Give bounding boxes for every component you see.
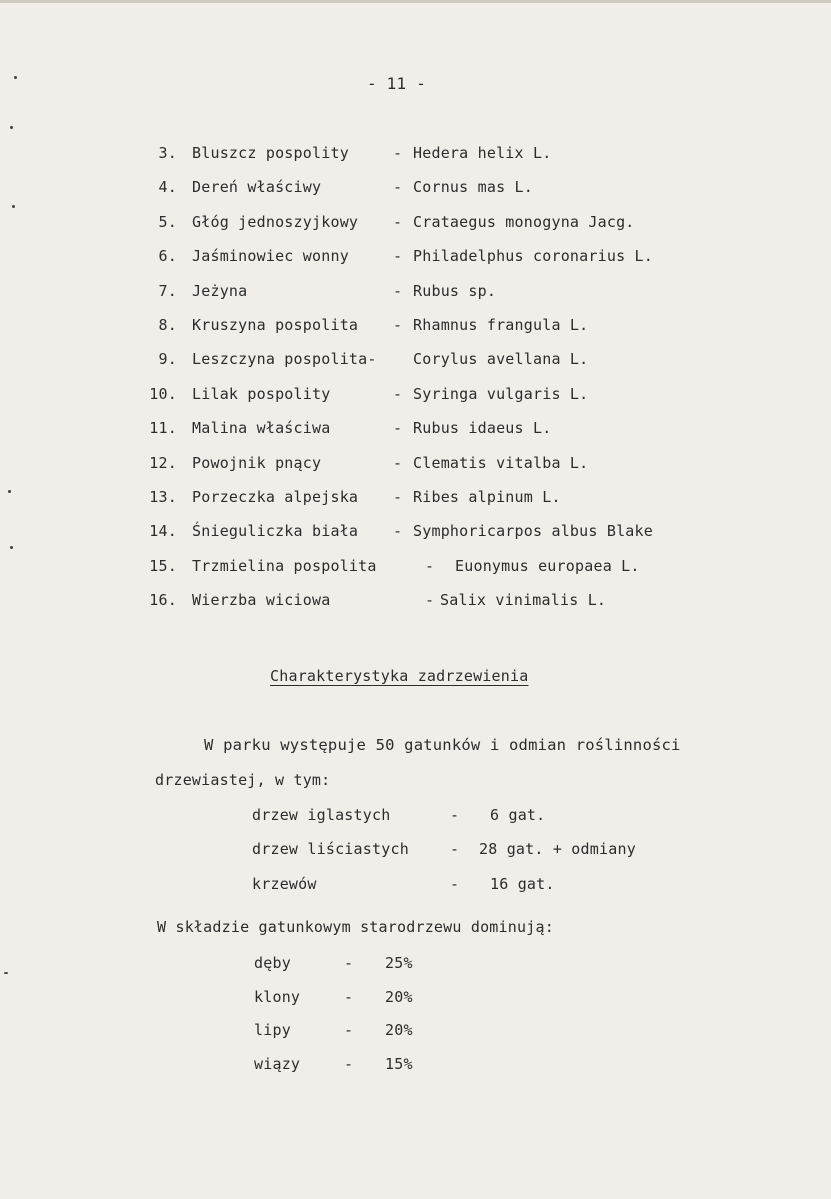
species-dash: - [393, 212, 403, 231]
species-latin-name: Symphoricarpos albus Blake [413, 522, 653, 541]
species-dash: - [393, 453, 403, 472]
breakdown-label: krzewów [252, 875, 317, 893]
species-polish-name: Jeżyna [192, 281, 248, 300]
dominance-label: lipy [254, 1021, 291, 1039]
species-polish-name: Jaśminowiec wonny [192, 247, 349, 266]
species-latin-name: Crataegus monogyna Jacg. [413, 212, 635, 231]
species-number: 5. [158, 212, 177, 231]
species-latin-name: Syringa vulgaris L. [413, 384, 589, 403]
dominance-label: klony [254, 988, 301, 1006]
dominance-dash: - [344, 1055, 354, 1073]
species-dash: - [393, 488, 403, 506]
paragraph-line-1: W parku występuje 50 gatunków i odmian roślinności [204, 736, 681, 754]
species-polish-name: Dereń właściwy [192, 178, 322, 197]
dominance-value: 20% [385, 988, 413, 1006]
species-latin-name: Clematis vitalba L. [413, 453, 589, 472]
species-number: 10. [149, 384, 177, 403]
species-dash: - [393, 178, 403, 197]
breakdown-value: 28 gat. + odmiany [479, 840, 636, 858]
margin-speck [10, 546, 13, 549]
species-dash: - [393, 522, 403, 541]
margin-speck [14, 76, 17, 79]
species-polish-name: Malina właściwa [192, 419, 331, 438]
species-polish-name: Bluszcz pospolity [192, 144, 349, 162]
dominance-value: 15% [385, 1055, 413, 1073]
species-polish-name: Leszczyna pospolita- [192, 350, 377, 369]
species-number: 16. [149, 591, 177, 610]
species-polish-name: Głóg jednoszyjkowy [192, 212, 359, 231]
species-polish-name: Śnieguliczka biała [192, 522, 359, 541]
species-dash: - [393, 419, 403, 438]
species-number: 11. [149, 419, 177, 438]
dominance-dash: - [344, 988, 354, 1006]
breakdown-value: 16 gat. [490, 875, 555, 893]
margin-speck [4, 972, 8, 974]
species-number: 6. [158, 247, 177, 266]
species-number: 14. [149, 522, 177, 541]
species-dash: - [393, 281, 403, 300]
dominance-value: 25% [385, 954, 413, 972]
species-number: 8. [158, 316, 177, 334]
species-number: 9. [158, 350, 177, 369]
dominance-label: wiązy [254, 1055, 301, 1073]
species-polish-name: Porzeczka alpejska [192, 488, 359, 506]
species-latin-name: Rubus sp. [413, 281, 497, 300]
species-dash: - [393, 384, 403, 403]
species-latin-name: Ribes alpinum L. [413, 488, 561, 506]
page-number: - 11 - [367, 74, 426, 93]
species-latin-name: Rhamnus frangula L. [413, 316, 589, 334]
margin-speck [10, 126, 13, 129]
dominance-dash: - [344, 1021, 354, 1039]
species-polish-name: Wierzba wiciowa [192, 591, 331, 610]
species-latin-name: Euonymus europaea L. [455, 556, 640, 575]
species-number: 3. [158, 144, 177, 162]
species-polish-name: Lilak pospolity [192, 384, 331, 403]
species-latin-name: Cornus mas L. [413, 178, 533, 197]
breakdown-label: drzew liściastych [252, 840, 409, 858]
species-polish-name: Trzmielina pospolita [192, 556, 377, 575]
breakdown-dash: - [450, 875, 460, 893]
species-polish-name: Powojnik pnący [192, 453, 322, 472]
species-latin-name: Salix vinimalis L. [440, 591, 607, 610]
species-number: 15. [149, 556, 177, 575]
page-edge [0, 0, 831, 3]
species-polish-name: Kruszyna pospolita [192, 316, 359, 334]
species-number: 4. [158, 178, 177, 197]
species-dash: - [393, 316, 403, 334]
species-dash: - [393, 247, 403, 266]
dominance-intro: W składzie gatunkowym starodrzewu dominują: [157, 918, 554, 936]
species-number: 7. [158, 281, 177, 300]
margin-speck [8, 490, 11, 493]
species-latin-name: Philadelphus coronarius L. [413, 247, 653, 266]
species-latin-name: Rubus idaeus L. [413, 419, 552, 438]
paragraph-line-2: drzewiastej, w tym: [155, 771, 331, 789]
species-dash: - [425, 591, 435, 610]
species-number: 13. [149, 488, 177, 506]
breakdown-dash: - [450, 840, 460, 858]
dominance-dash: - [344, 954, 354, 972]
breakdown-dash: - [450, 806, 460, 824]
species-number: 12. [149, 453, 177, 472]
species-latin-name: Hedera helix L. [413, 144, 552, 162]
species-dash: - [393, 144, 403, 162]
species-latin-name: Corylus avellana L. [413, 350, 589, 369]
dominance-label: dęby [254, 954, 291, 972]
species-dash: - [425, 556, 435, 575]
margin-speck [12, 205, 15, 208]
breakdown-value: 6 gat. [490, 806, 546, 824]
dominance-value: 20% [385, 1021, 413, 1039]
breakdown-label: drzew iglastych [252, 806, 391, 824]
section-heading: Charakterystyka zadrzewienia [270, 667, 529, 685]
